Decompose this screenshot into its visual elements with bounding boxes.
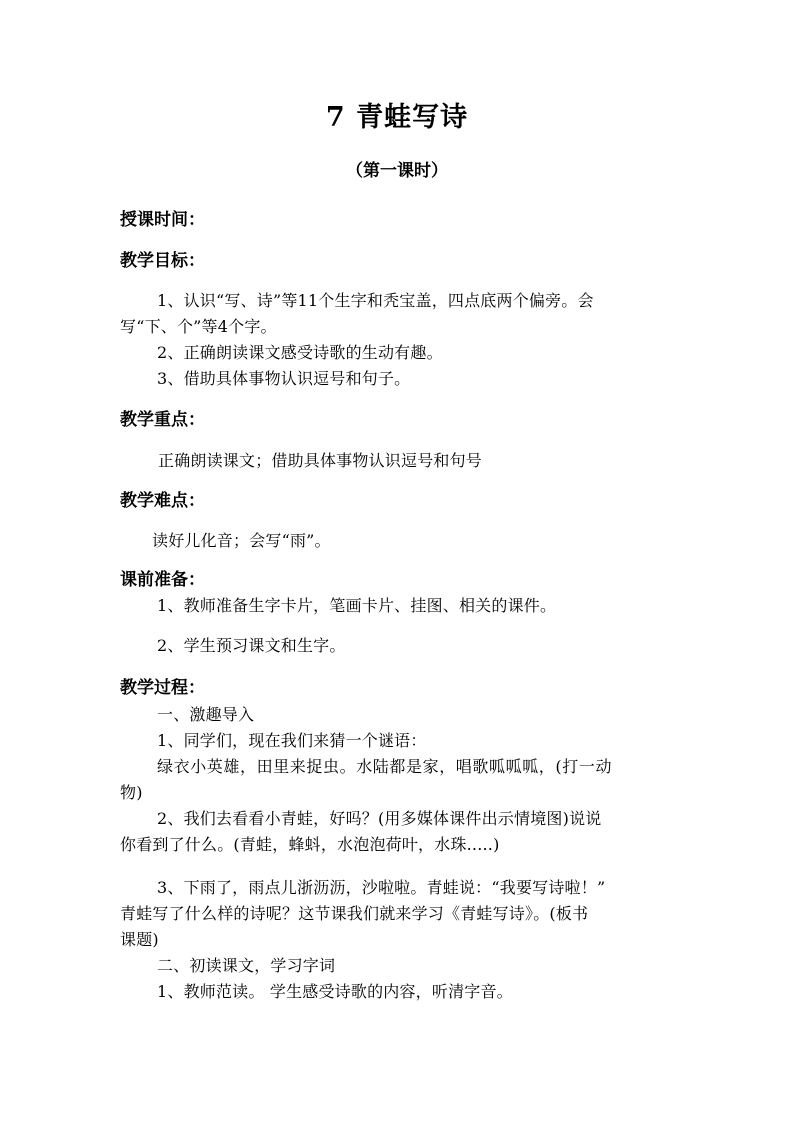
process-heading: 教学过程： xyxy=(120,678,205,698)
process-line: 课题) xyxy=(120,930,159,949)
preparation-item: 2、学生预习课文和生字。 xyxy=(157,636,346,655)
goals-heading: 教学目标： xyxy=(120,251,205,271)
preparation-heading: 课前准备： xyxy=(120,570,205,590)
difficulties-heading: 教学难点： xyxy=(120,491,205,511)
process-line: 一、激趣导入 xyxy=(157,705,255,724)
process-line: 3、下雨了，雨点儿浙沥沥，沙啦啦。青蛙说：“我要写诗啦！” xyxy=(157,878,606,897)
goal-line: 写“下、个”等4个字。 xyxy=(120,317,277,336)
goal-line: 2、正确朗读课文感受诗歌的生动有趣。 xyxy=(157,343,443,362)
difficulties-text: 读好儿化音；会写“雨”。 xyxy=(152,531,331,550)
lesson-subtitle: （第一课时） xyxy=(346,161,448,181)
key-points-text: 正确朗读课文；借助具体事物认识逗号和句号 xyxy=(158,451,483,470)
process-line: 物) xyxy=(120,783,143,802)
process-line: 1、教师范读。 学生感受诗歌的内容，听清字音。 xyxy=(157,982,513,1001)
key-points-heading: 教学重点： xyxy=(120,410,205,430)
goal-line: 3、借助具体事物认识逗号和句子。 xyxy=(157,369,411,388)
process-line: 2、我们去看看小青蛙，好吗？(用多媒体课件出示情境图)说说 xyxy=(157,809,602,828)
goal-line: 1、认识“写、诗”等11个生字和秃宝盖，四点底两个偏旁。会 xyxy=(157,291,594,310)
preparation-item: 1、教师准备生字卡片，笔画卡片、挂图、相关的课件。 xyxy=(157,596,557,615)
teaching-time-heading: 授课时间： xyxy=(120,210,205,230)
process-line: 青蛙写了什么样的诗呢？这节课我们就来学习《青蛙写诗》。(板书 xyxy=(120,904,589,923)
page-title: 7 青蛙写诗 xyxy=(325,102,469,133)
process-line: 你看到了什么。(青蛙，蜂蚪，水泡泡荷叶，水珠.....) xyxy=(120,835,500,854)
process-line: 绿衣小英雄，田里来捉虫。水陆都是家，唱歌呱呱呱，(打一动 xyxy=(157,757,613,776)
process-line: 二、初读课文，学习字词 xyxy=(157,956,336,975)
process-line: 1、同学们，现在我们来猜一个谜语： xyxy=(157,731,427,750)
